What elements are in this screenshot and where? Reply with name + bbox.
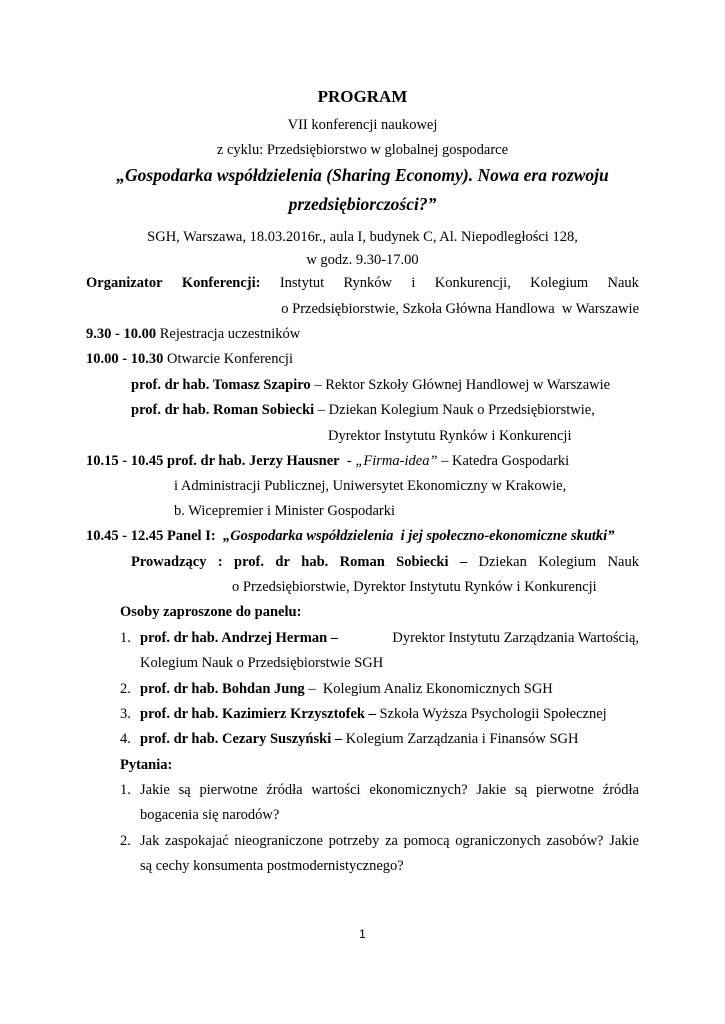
panelist-affiliation: – Kolegium Analiz Ekonomicznych SGH	[304, 681, 553, 697]
page-number: 1	[359, 927, 366, 941]
question-line2: są cechy konsumenta postmodernistycznego?	[140, 858, 404, 874]
conference-theme-line1: „Gospodarka współdzielenia (Sharing Economy). Nowa era rozwoju	[116, 165, 609, 185]
moderator-word: Nauk	[607, 554, 639, 570]
question-line2: bogacenia się narodów?	[140, 807, 280, 823]
moderator-word: Dziekan	[478, 554, 527, 570]
speaker-rector-name: prof. dr hab. Tomasz Szapiro	[131, 377, 311, 393]
panel-moderator	[131, 553, 639, 571]
organizer-line2: o Przedsiębiorstwie, Szkoła Główna Handlowa w Warszawie	[281, 301, 639, 317]
conference-theme-line2: przedsiębiorczości?”	[288, 194, 437, 214]
moderator-line2: o Przedsiębiorstwie, Dyrektor Instytutu Rynków i Konkurencji	[232, 579, 597, 595]
speaker-rector	[131, 376, 610, 394]
panel-heading: 10.45 - 12.45 Panel I:	[86, 528, 216, 544]
organizer-line	[86, 274, 639, 292]
organizer-label-b: Konferencji:	[181, 275, 261, 291]
moderator-dash: –	[459, 554, 468, 570]
organizer-word: Kolegium	[530, 275, 589, 291]
panelist-name: prof. dr hab. Cezary Suszyński –	[140, 731, 343, 747]
moderator-label: Prowadzący	[131, 554, 207, 570]
organizer-word: Nauk	[607, 275, 639, 291]
registration-row	[86, 325, 300, 343]
speaker-rector-role: – Rektor Szkoły Głównej Handlowej w Warszawie	[310, 377, 611, 393]
speaker-dean-name: prof. dr hab. Roman Sobiecki	[131, 402, 315, 418]
conference-subtitle: VII konferencji naukowej	[287, 117, 438, 133]
keynote-affiliation: – Katedra Gospodarki	[437, 453, 570, 469]
question-number: 1.	[120, 782, 131, 798]
organizer-word: Instytut	[279, 275, 325, 291]
panel-title: „Gospodarka współdzielenia i jej społeczno-ekonomiczne skutki”	[215, 528, 615, 544]
panel-heading-row	[86, 527, 614, 545]
registration-text: Rejestracja uczestników	[156, 326, 301, 342]
speaker-dean	[131, 401, 595, 419]
moderator-word: prof.	[234, 554, 264, 570]
organizer-word: i	[411, 275, 416, 291]
panelist-affiliation: Szkoła Wyższa Psychologii Społecznej	[375, 706, 607, 722]
question-line1: Jak zaspokajać nieograniczone potrzeby za pomocą ograniczonych zasobów? Jakie	[140, 833, 639, 849]
keynote-dash: -	[339, 453, 356, 469]
page-title: PROGRAM	[317, 87, 408, 106]
panelist-number: 3.	[120, 706, 131, 722]
panelist-item	[140, 680, 553, 698]
moderator-word: hab.	[301, 554, 329, 570]
panelist-affiliation-line2: Kolegium Nauk o Przedsiębiorstwie SGH	[140, 655, 384, 671]
panelist-affiliation: Dyrektor Instytutu Zarządzania Wartością,	[392, 630, 639, 646]
registration-time: 9.30 - 10.00	[86, 326, 157, 342]
panelist-number: 2.	[120, 681, 131, 697]
panelist-name: prof. dr hab. Bohdan Jung	[140, 681, 305, 697]
keynote-time-speaker: 10.15 - 10.45 prof. dr hab. Jerzy Hausner	[86, 453, 340, 469]
conference-hours: w godz. 9.30-17.00	[306, 252, 419, 268]
question-line1: Jakie są pierwotne źródła wartości ekonomicznych? Jakie są pierwotne źródła	[140, 782, 639, 798]
panelist-name: prof. dr hab. Kazimierz Krzysztofek –	[140, 706, 376, 722]
moderator-word: dr	[275, 554, 290, 570]
question-number: 2.	[120, 833, 131, 849]
moderator-word: Kolegium	[538, 554, 597, 570]
panelist-number: 1.	[120, 630, 131, 646]
opening-text: Otwarcie Konferencji	[163, 351, 293, 367]
panelist-name: prof. dr hab. Andrzej Herman –	[140, 630, 339, 646]
organizer-label-a: Organizator	[86, 275, 163, 291]
panelist-item	[140, 629, 639, 647]
keynote-title: „Firma-idea”	[355, 453, 438, 469]
panelist-number: 4.	[120, 731, 131, 747]
keynote-row	[86, 452, 569, 470]
questions-label: Pytania:	[120, 757, 173, 773]
panelist-item	[140, 705, 607, 723]
panelist-item	[140, 730, 578, 748]
conference-venue: SGH, Warszawa, 18.03.2016r., aula I, budynek C, Al. Niepodległości 128,	[147, 229, 578, 245]
opening-row	[86, 350, 293, 368]
keynote-line2: i Administracji Publicznej, Uniwersytet Ekonomiczny w Krakowie,	[174, 478, 567, 494]
speaker-dean-role2: Dyrektor Instytutu Rynków i Konkurencji	[328, 428, 572, 444]
panelist-affiliation: Kolegium Zarządzania i Finansów SGH	[342, 731, 579, 747]
speaker-dean-role: – Dziekan Kolegium Nauk o Przedsiębiorstwie,	[314, 402, 595, 418]
invited-label: Osoby zaproszone do panelu:	[120, 604, 302, 620]
moderator-word: Roman	[339, 554, 385, 570]
conference-cycle: z cyklu: Przedsiębiorstwo w globalnej gospodarce	[216, 142, 509, 158]
moderator-colon: :	[217, 554, 223, 570]
moderator-word: Sobiecki	[396, 554, 449, 570]
keynote-line3: b. Wicepremier i Minister Gospodarki	[174, 503, 396, 519]
opening-time: 10.00 - 10.30	[86, 351, 164, 367]
organizer-word: Rynków	[343, 275, 393, 291]
organizer-word: Konkurencji,	[434, 275, 511, 291]
